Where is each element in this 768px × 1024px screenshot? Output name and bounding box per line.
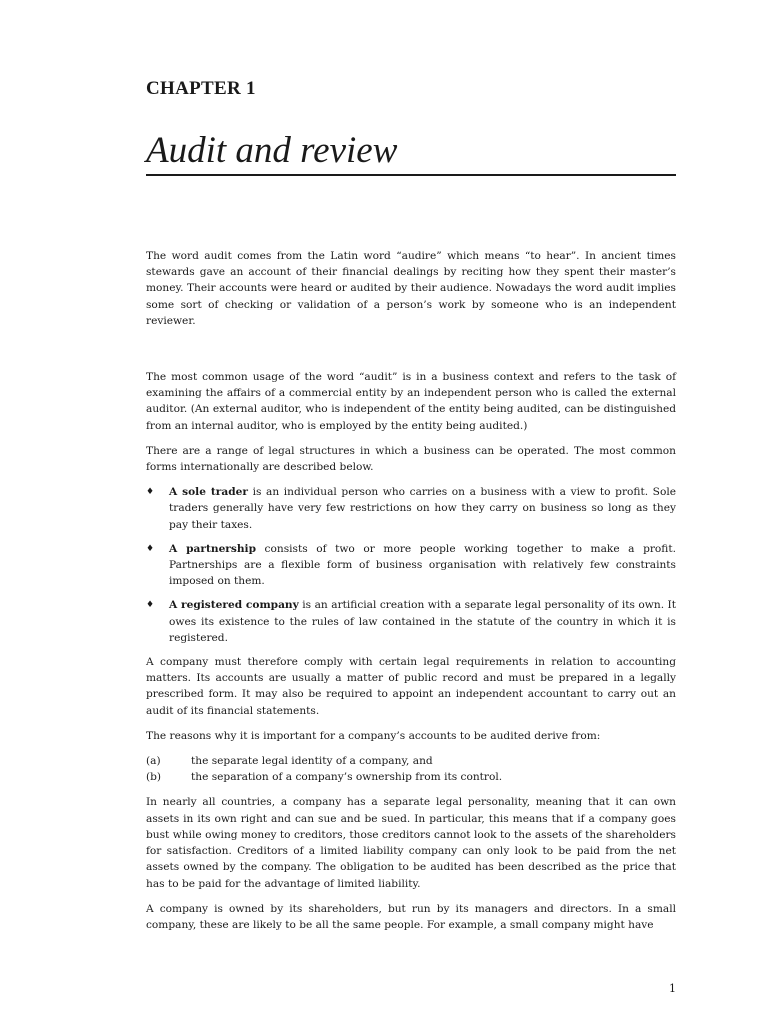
paragraph-legal-personality: In nearly all countries, a company has a separate legal personality, meaning that it can own assets in its own right and can sue and be sued. In particular, this means that if a company goes bust while owing money to creditors, those creditors cannot look to the assets of the shareholders for satisfaction. Creditors of a limited liability company can only look to be paid from the net assets owned by the company. The obligation to be audited has been described as the price that has to be paid for the advantage of limited liability.	[146, 796, 676, 890]
paragraph-audit-reasons-intro: The reasons why it is important for a company’s accounts to be audited derive from:	[146, 729, 601, 742]
definition-partnership: consists of two or more people working together to make a profit. Partnerships are a flexible form of business organisation with relatively few constraints imposed on them.	[169, 542, 676, 588]
title-divider	[146, 174, 676, 176]
paragraph-legal-structures: There are a range of legal structures in which a business can be operated. The most common forms internationally are described below.	[146, 444, 676, 474]
paragraph-audit-origin: The word audit comes from the Latin word “audire” which means “to hear”. In ancient times stewards gave an account of their financial dealings by reciting how they spent their master’s money. Their accounts were heard or audited by their audience. Nowadays the word audit implies some sort of checking or validation of a person’s work by someone who is an independent reviewer.	[146, 250, 676, 327]
reason-text: the separation of a company’s ownership from its control.	[191, 771, 503, 784]
term-registered-company: A registered company	[169, 599, 299, 612]
chapter-title: Audit and review	[146, 130, 398, 171]
paragraph-company-requirements: A company must therefore comply with certain legal requirements in relation to accounting matters. Its accounts are usually a matter of public record and must be prepared in a legally prescribed form. It may also be required to appoint an independent accountant to carry out an audit of its financial statements.	[146, 656, 676, 717]
list-item-reason-b	[146, 769, 676, 785]
diamond-bullet-icon: ♦	[146, 600, 155, 611]
term-sole-trader: A sole trader	[169, 486, 248, 499]
list-item-sole-trader	[146, 484, 676, 533]
legal-structures-list	[146, 484, 676, 646]
page-number: 1	[669, 982, 676, 995]
list-marker: (a)	[146, 755, 161, 768]
paragraph-ownership: A company is owned by its shareholders, but run by its managers and directors. In a small company, these are likely to be all the same people. For example, a small company might have	[146, 902, 676, 931]
audit-reasons-list	[146, 753, 676, 785]
definition-sole-trader: is an individual person who carries on a business with a view to profit. Sole traders generally have very few restrictions on how they carry on business so long as they pay their taxes.	[169, 486, 676, 531]
diamond-bullet-icon: ♦	[146, 543, 155, 554]
list-item-registered-company	[146, 597, 676, 646]
definition-registered-company: is an artificial creation with a separate legal personality of its own. It owes its existence to the rules of law contained in the statute of the country in which it is registered.	[169, 599, 676, 644]
document-page	[146, 0, 676, 1024]
term-partnership: A partnership	[169, 542, 256, 555]
reason-text: the separate legal identity of a company, and	[191, 755, 433, 768]
list-item-reason-a	[146, 753, 676, 769]
chapter-label: CHAPTER 1	[146, 78, 256, 99]
list-item-partnership	[146, 541, 676, 590]
paragraph-audit-usage: The most common usage of the word “audit” is in a business context and refers to the task of examining the affairs of a commercial entity by an independent person who is called the external auditor. (An external auditor, who is independent of the entity being audited, can be distinguished from an internal auditor, who is employed by the entity being audited.)	[146, 371, 676, 432]
document-body	[146, 248, 676, 942]
list-marker: (b)	[146, 771, 162, 784]
diamond-bullet-icon: ♦	[146, 487, 155, 498]
